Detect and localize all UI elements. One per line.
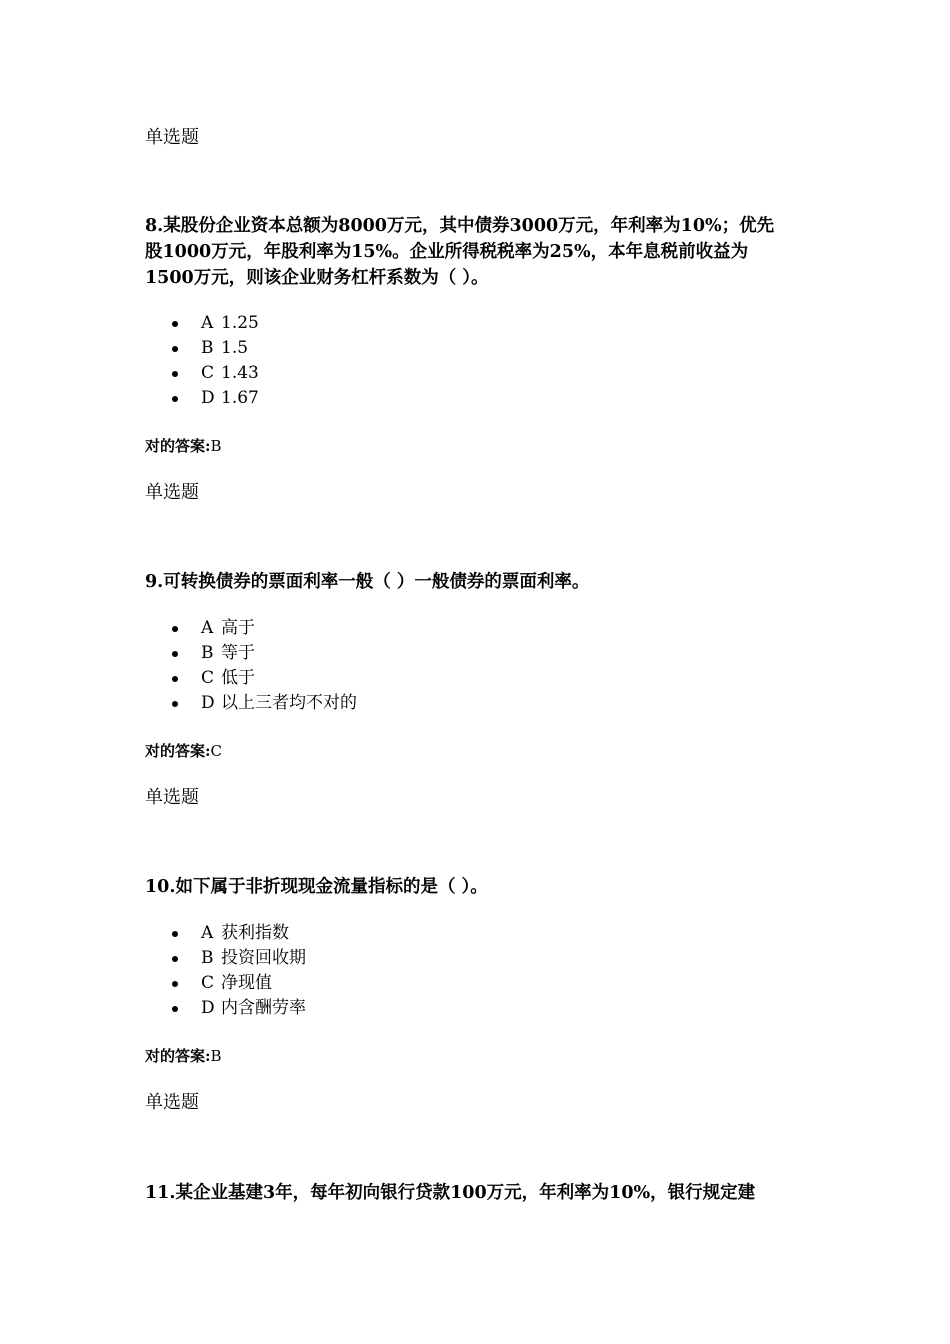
option-letter: D [201,388,215,408]
bullet-icon [172,931,178,937]
bullet-icon [172,346,178,352]
option-item [170,361,259,386]
answer-value: B [210,437,222,455]
question-text [145,874,815,900]
answer-label: 对的答案: [145,1047,211,1065]
option-letter: C [201,363,215,383]
question-line: 1500万元，则该企业财务杠杆系数为（ ）。 [145,268,489,288]
bullet-icon [172,956,178,962]
option-letter: B [201,338,214,358]
question-type-label: 单选题 [145,127,199,148]
option-letter: A [201,313,214,333]
question-type-label: 单选题 [145,1092,199,1113]
option-text: 1.43 [221,363,259,383]
question-text [145,213,815,291]
option-letter: B [201,643,214,663]
option-text: 等于 [221,643,255,663]
option-text: 净现值 [221,973,272,993]
question-line: 8.某股份企业资本总额为8000万元，其中债券3000万元，年利率为10%；优先 [145,216,775,236]
question-line: 11.某企业基建3年，每年初向银行贷款100万元，年利率为10%，银行规定建 [145,1183,756,1203]
option-text: 以上三者均不对的 [221,693,357,713]
option-text: 高于 [221,618,255,638]
option-letter: C [201,973,215,993]
question-text [145,569,815,595]
option-letter: B [201,948,214,968]
answer-value: B [210,1047,222,1065]
question-line: 股1000万元，年股利率为15%。企业所得税税率为25%，本年息税前收益为 [145,242,749,262]
option-text: 内含酬劳率 [221,998,306,1018]
option-text: 1.25 [221,313,259,333]
bullet-icon [172,396,178,402]
option-text: 1.67 [221,388,259,408]
correct-answer [145,1046,222,1066]
option-item [170,666,357,691]
option-letter: D [201,693,215,713]
bullet-icon [172,701,178,707]
bullet-icon [172,371,178,377]
option-item [170,616,357,641]
bullet-icon [172,1006,178,1012]
option-letter: D [201,998,215,1018]
option-letter: A [201,923,214,943]
option-list [170,921,306,1021]
question-text [145,1180,815,1206]
option-letter: A [201,618,214,638]
option-item [170,996,306,1021]
option-text: 投资回收期 [221,948,306,968]
answer-label: 对的答案: [145,742,211,760]
correct-answer [145,741,222,761]
answer-value: C [210,742,223,760]
option-item [170,311,259,336]
question-type-label: 单选题 [145,787,199,808]
option-text: 获利指数 [221,923,289,943]
bullet-icon [172,981,178,987]
question-type-label: 单选题 [145,482,199,503]
question-line: 9.可转换债券的票面利率一般（ ）一般债券的票面利率。 [145,572,590,592]
option-item [170,641,357,666]
bullet-icon [172,651,178,657]
option-item [170,921,306,946]
bullet-icon [172,676,178,682]
option-item [170,946,306,971]
option-item [170,691,357,716]
question-line: 10.如下属于非折现现金流量指标的是（ ）。 [145,877,488,897]
answer-label: 对的答案: [145,437,211,455]
option-text: 1.5 [221,338,249,358]
bullet-icon [172,321,178,327]
option-list [170,616,357,716]
option-text: 低于 [221,668,255,688]
option-list [170,311,259,411]
correct-answer [145,436,222,456]
option-item [170,336,259,361]
bullet-icon [172,626,178,632]
option-letter: C [201,668,215,688]
option-item [170,971,306,996]
option-item [170,386,259,411]
